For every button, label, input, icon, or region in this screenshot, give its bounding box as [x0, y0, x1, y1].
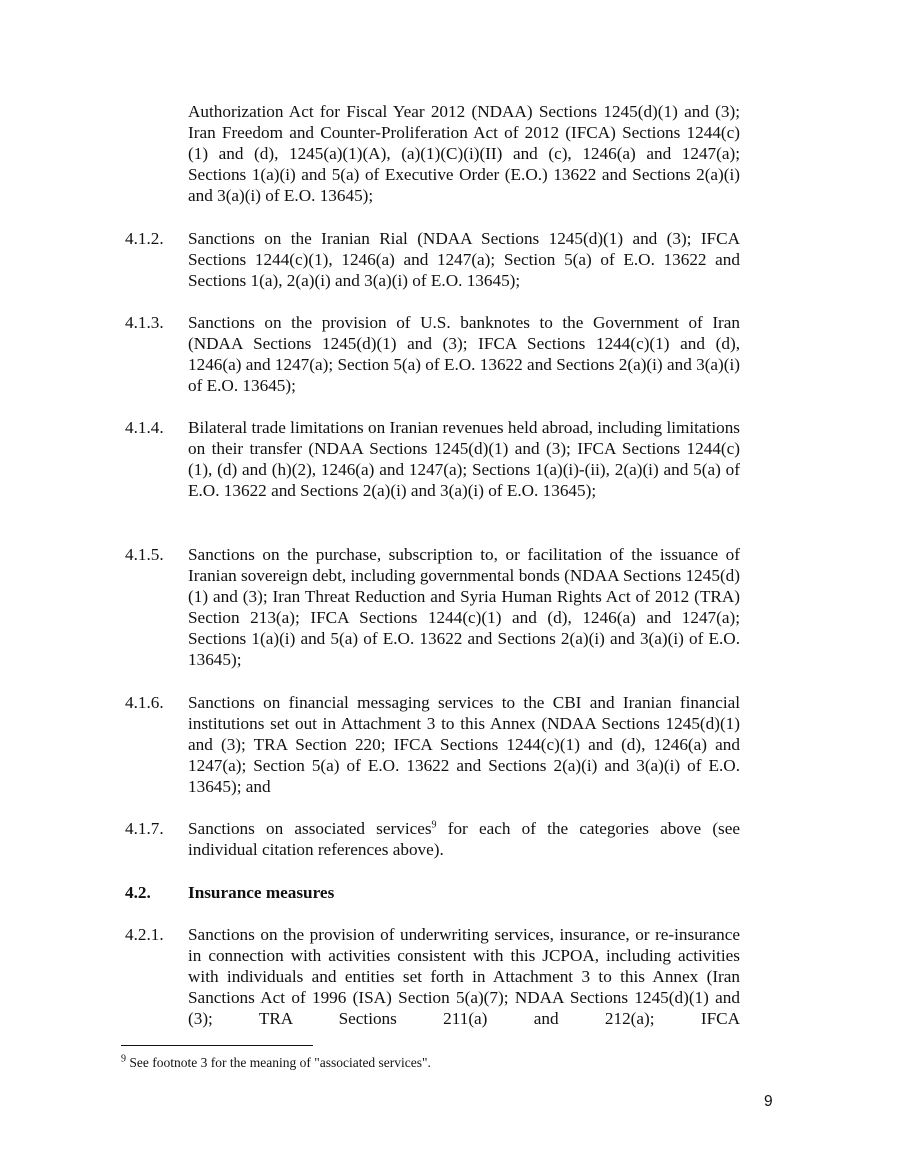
- item-text-before: Sanctions on associated services: [188, 819, 432, 838]
- item-text: Sanctions on the provision of underwriting services, insurance, or re-insurance in connection with activities consistent with this JCPOA, including activities with individuals and entities set forth in Attachment 3 to this Annex (Iran Sanctions Act of 1996 (ISA) Section 5(a)(7); NDAA Sections 1245(d)(1) and (3); TRA Sections 211(a) and 212(a); IFCA: [188, 925, 740, 1028]
- item-number: 4.1.6.: [125, 693, 164, 712]
- item-text: Bilateral trade limitations on Iranian revenues held abroad, including limitations on their transfer (NDAA Sections 1245(d)(1) and (3); IFCA Sections 1244(c)(1), (d) and (h)(2), 1246(a) and 1247(a); Sections 1(a)(i)-(ii), 2(a)(i) and 5(a) of E.O. 13622 and Sections 2(a)(i) and 3(a)(i) of E.O. 13645);: [188, 418, 740, 500]
- item-text: Sanctions on financial messaging services to the CBI and Iranian financial institutions set out in Attachment 3 to this Annex (NDAA Sections 1245(d)(1) and (3); TRA Section 220; IFCA Sections 1244(c)(1) and (d), 1246(a) and 1247(a); Section 5(a) of E.O. 13622 and Sections 2(a)(i) and 3(a)(i) of E.O. 13645); and: [188, 693, 740, 796]
- item-number: 4.1.7.: [125, 819, 164, 838]
- item-number: 4.2.1.: [125, 925, 164, 944]
- footnote-reference[interactable]: 9: [431, 819, 437, 831]
- item-number: 4.1.4.: [125, 418, 164, 437]
- page-number: 9: [764, 1093, 773, 1110]
- continuation-text: Authorization Act for Fiscal Year 2012 (NDAA) Sections 1245(d)(1) and (3); Iran Freedom and Counter-Proliferation Act of 2012 (IFCA) Sections 1244(c)(1) and (d), 1245(a)(1)(A), (a)(1)(C)(i)(II) and (c), 1246(a) and 1247(a); Sections 1(a)(i) and 5(a) of Executive Order (E.O.) 13622 and Sections 2(a)(i) and 3(a)(i) of E.O. 13645);: [188, 102, 740, 205]
- footnote: [121, 1054, 431, 1072]
- item-text: Sanctions on the Iranian Rial (NDAA Sections 1245(d)(1) and (3); IFCA Sections 1244(c)(1), 1246(a) and 1247(a); Section 5(a) of E.O. 13622 and Sections 1(a), 2(a)(i) and 3(a)(i) of E.O. 13645);: [188, 229, 740, 290]
- item-text: Sanctions on the purchase, subscription to, or facilitation of the issuance of Iranian sovereign debt, including governmental bonds (NDAA Sections 1245(d)(1) and (3); Iran Threat Reduction and Syria Human Rights Act of 2012 (TRA) Section 213(a); IFCA Sections 1244(c)(1) and (d), 1246(a) and 1247(a); Sections 1(a)(i) and 5(a) of E.O. 13622 and Sections 2(a)(i) and 3(a)(i) of E.O. 13645);: [188, 545, 740, 669]
- heading-text: Insurance measures: [188, 883, 335, 902]
- item-text: [188, 818, 740, 860]
- footnote-divider: [121, 1045, 313, 1046]
- item-number: 4.1.2.: [125, 229, 164, 248]
- item-number: 4.1.3.: [125, 313, 164, 332]
- item-number: 4.1.5.: [125, 545, 164, 564]
- footnote-text: See footnote 3 for the meaning of "associated services".: [126, 1055, 431, 1070]
- footnote-marker: 9: [121, 1053, 126, 1065]
- item-text-after: for each of the categories above (see individual citation references above).: [188, 819, 740, 859]
- item-text: Sanctions on the provision of U.S. banknotes to the Government of Iran (NDAA Sections 1245(d)(1) and (3); IFCA Sections 1244(c)(1) and (d), 1246(a) and 1247(a); Section 5(a) of E.O. 13622 and Sections 2(a)(i) and 3(a)(i) of E.O. 13645);: [188, 313, 740, 395]
- heading-number: 4.2.: [125, 883, 151, 902]
